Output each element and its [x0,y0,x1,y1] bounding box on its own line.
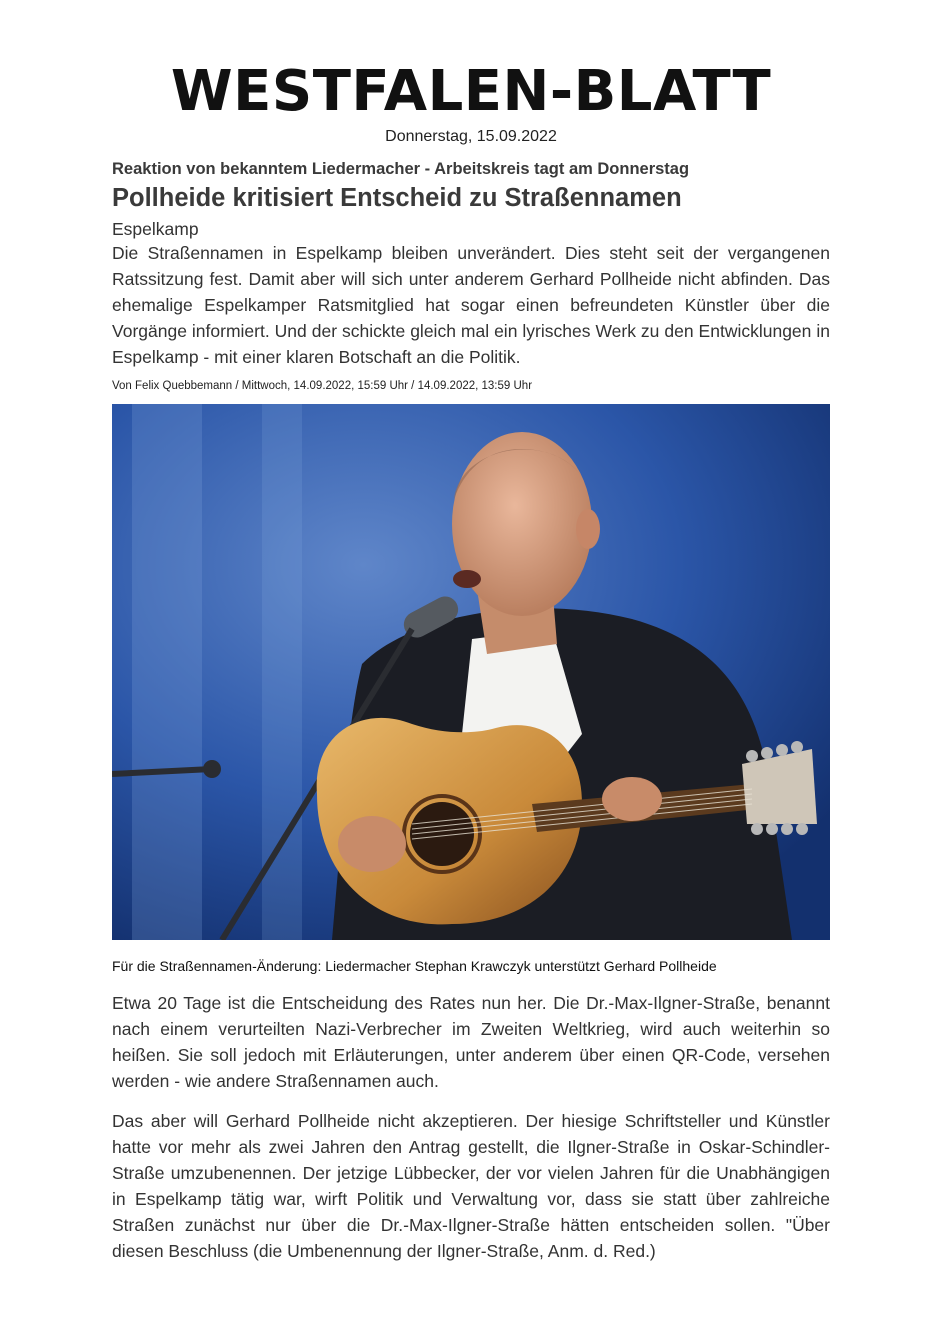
issue-date: Donnerstag, 15.09.2022 [385,128,557,145]
article-paragraph: Das aber will Gerhard Pollheide nicht akzeptieren. Der hiesige Schriftsteller und Künstler hatte vor mehr als zwei Jahren den Antrag gestellt, die Ilgner-Straße in Oskar-Schindler-Straße umzubenennen. Der jetzige Lübbecker, der vor vielen Jahren für die Unabhängigen in Espelkamp tätig war, wirft Politik und Verwaltung vor, dass sie statt über zahlreiche Straßen zunächst nur über die Dr.-Max-Ilgner-Straße hätten entscheiden sollen. "Über diesen Beschluss (die Umbenennung der Ilgner-Straße, Anm. d. Red.) [112,1111,830,1261]
article-headline: Pollheide kritisiert Entscheid zu Straßennamen [112,184,682,212]
article-body [112,990,830,1264]
article-teaser: Die Straßennamen in Espelkamp bleiben unverändert. Dies steht seit der vergangenen Ratssitzung fest. Damit aber will sich unter anderem Gerhard Pollheide nicht abfinden. Das ehemalige Espelkamper Ratsmitglied hat sogar einen befreundeten Künstler über die Vorgänge informiert. Und der schickte gleich mal ein lyrisches Werk zu den Entwicklungen in Espelkamp - mit einer klaren Botschaft an die Politik. [112,243,830,367]
newspaper-page [112,60,830,1264]
masthead: WESTFALEN-BLATT [170,59,772,124]
article-byline: Von Felix Quebbemann / Mittwoch, 14.09.2022, 15:59 Uhr / 14.09.2022, 13:59 Uhr [112,380,533,392]
photo-caption: Für die Straßennamen-Änderung: Liedermacher Stephan Krawczyk unterstützt Gerhard Pollheide [112,958,717,974]
article-photo [112,404,830,940]
article-dateline: Espelkamp [112,219,199,239]
article-kicker: Reaktion von bekanntem Liedermacher - Arbeitskreis tagt am Donnerstag [112,160,690,178]
article-paragraph: Etwa 20 Tage ist die Entscheidung des Rates nun her. Die Dr.-Max-Ilgner-Straße, benannt nach einem verurteilten Nazi-Verbrecher im Zweiten Weltkrieg, wird auch weiterhin so heißen. Sie soll jedoch mit Erläuterungen, unter anderem über einen QR-Code, versehen werden - wie andere Straßennamen auch. [112,993,830,1091]
singer-with-guitar-photo [112,404,830,940]
